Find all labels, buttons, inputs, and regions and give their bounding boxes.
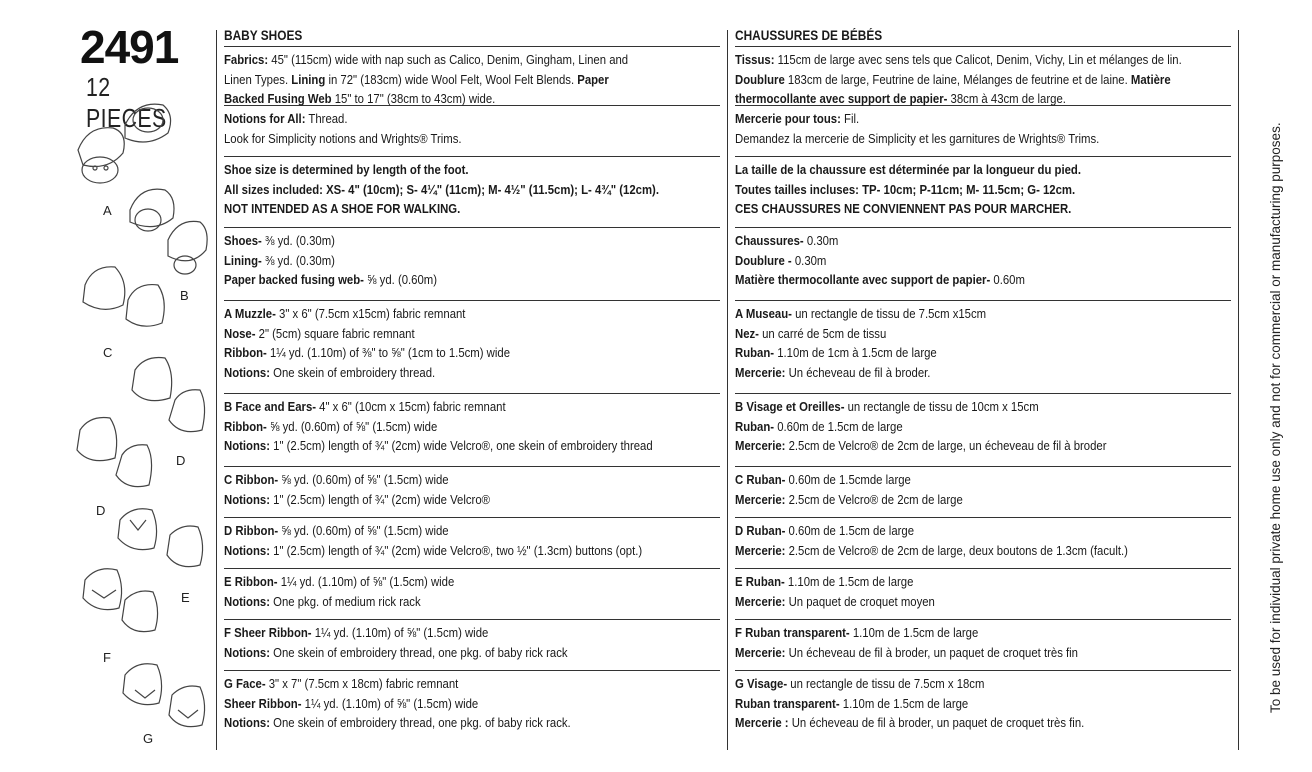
french-section-1-line: Mercerie pour tous: Fil. — [735, 111, 860, 126]
english-title: BABY SHOES — [224, 28, 303, 43]
english-section-0 — [224, 46, 720, 105]
french-section-4 — [735, 300, 1231, 393]
french-section-5-line: Ruban- 0.60m de 1.5cm de large — [735, 418, 903, 434]
english-section-6-line: Notions: 1" (2.5cm) length of ¾" (2cm) wide Velcro® — [224, 491, 491, 507]
english-section-10 — [224, 670, 720, 743]
english-section-4 — [224, 300, 720, 393]
french-section-7-line: Mercerie: 2.5cm de Velcro® de 2cm de large, deux boutons de 1.3cm (facult.) — [735, 542, 1128, 558]
english-section-5 — [224, 393, 720, 466]
french-section-10 — [735, 670, 1231, 743]
french-section-5 — [735, 393, 1231, 466]
french-section-7 — [735, 517, 1231, 568]
english-section-5-line: Notions: 1" (2.5cm) length of ¾" (2cm) wide Velcro®, one skein of embroidery thread — [224, 438, 653, 453]
french-section-2-line: Toutes tailles incluses: TP- 10cm; P-11cm; M- 11.5cm; G- 12cm. — [735, 181, 1076, 197]
english-section-2 — [224, 156, 720, 227]
english-section-9-line: Notions: One skein of embroidery thread, one pkg. of baby rick rack — [224, 644, 568, 660]
english-section-3-line: Shoes- ⅜ yd. (0.30m) — [224, 233, 335, 248]
french-section-0-line: Tissus: 115cm de large avec sens tels que Calicot, Denim, Vichy, Lin et mélanges de lin. — [735, 52, 1182, 67]
english-section-9-line: F Sheer Ribbon- 1¼ yd. (1.10m) of ⅝" (1.5cm) wide — [224, 625, 489, 640]
usage-notice: To be used for individual private home use only and not for commercial or manufacturing purposes. — [1268, 122, 1283, 713]
english-section-7-line: Notions: 1" (2.5cm) length of ¾" (2cm) wide Velcro®, two ½" (1.3cm) buttons (opt.) — [224, 542, 643, 558]
french-section-3-line: Chaussures- 0.30m — [735, 233, 839, 248]
french-title: CHAUSSURES DE BÉBÉS — [735, 28, 883, 43]
english-section-10-line: G Face- 3" x 7" (7.5cm x 18cm) fabric remnant — [224, 676, 459, 691]
english-section-8-line: E Ribbon- 1¼ yd. (1.10m) of ⅝" (1.5cm) wide — [224, 574, 455, 589]
view-label-d: D — [176, 453, 186, 468]
pattern-number: 2491 — [80, 21, 179, 73]
view-label-f: F — [103, 650, 111, 665]
right-divider — [1238, 30, 1239, 750]
view-label-e: E — [181, 590, 190, 605]
english-section-3-line: Paper backed fusing web- ⅝ yd. (0.60m) — [224, 272, 438, 287]
english-section-6-line: C Ribbon- ⅝ yd. (0.60m) of ⅝" (1.5cm) wide — [224, 472, 449, 487]
english-section-2-line: All sizes included: XS- 4" (10cm); S- 4¼" (11cm); M- 4½" (11.5cm); L- 4¾" (12cm). — [224, 181, 659, 197]
pieces-count: 12 PIECES — [86, 72, 167, 133]
middle-divider — [727, 30, 728, 750]
english-section-0-line: Fabrics: 45" (115cm) wide with nap such as Calico, Denim, Gingham, Linen and — [224, 52, 629, 67]
french-section-1-line: Demandez la mercerie de Simplicity et les garnitures de Wrights® Trims. — [735, 130, 1100, 146]
french-section-3-line: Matière thermocollante avec support de papier- 0.60m — [735, 272, 1025, 287]
french-section-4-line: Mercerie: Un écheveau de fil à broder. — [735, 364, 931, 380]
french-column — [735, 28, 1231, 743]
english-section-4-line: Ribbon- 1¼ yd. (1.10m) of ⅜" to ⅝" (1cm to 1.5cm) wide — [224, 345, 511, 360]
french-section-7-line: D Ruban- 0.60m de 1.5cm de large — [735, 523, 915, 538]
english-section-1-line: Look for Simplicity notions and Wrights® Trims. — [224, 130, 462, 146]
french-section-8-line: E Ruban- 1.10m de 1.5cm de large — [735, 574, 914, 589]
french-section-9 — [735, 619, 1231, 670]
french-section-5-line: B Visage et Oreilles- un rectangle de tissu de 10cm x 15cm — [735, 399, 1039, 414]
english-section-2-line: Shoe size is determined by length of the foot. — [224, 162, 469, 177]
english-section-8-line: Notions: One pkg. of medium rick rack — [224, 593, 421, 609]
english-section-6 — [224, 466, 720, 517]
french-section-2 — [735, 156, 1231, 227]
english-section-9 — [224, 619, 720, 670]
english-section-3-line: Lining- ⅜ yd. (0.30m) — [224, 252, 335, 268]
english-section-1-line: Notions for All: Thread. — [224, 111, 348, 126]
left-panel — [0, 0, 215, 772]
english-section-4-line: Notions: One skein of embroidery thread. — [224, 364, 436, 380]
english-column — [224, 28, 720, 743]
view-label-b: B — [180, 288, 189, 303]
french-section-3-line: Doublure - 0.30m — [735, 252, 827, 268]
left-divider — [216, 30, 217, 750]
french-section-9-line: F Ruban transparent- 1.10m de 1.5cm de large — [735, 625, 979, 640]
french-section-1 — [735, 105, 1231, 156]
french-section-2-line: La taille de la chaussure est déterminée par la longueur du pied. — [735, 162, 1082, 177]
french-section-4-line: Nez- un carré de 5cm de tissu — [735, 325, 887, 341]
english-section-2-line: NOT INTENDED AS A SHOE FOR WALKING. — [224, 201, 461, 216]
english-section-0-line: Linen Types. Lining in 72" (183cm) wide Wool Felt, Wool Felt Blends. Paper — [224, 71, 609, 87]
english-section-8 — [224, 568, 720, 619]
english-section-10-line: Sheer Ribbon- 1¼ yd. (1.10m) of ⅝" (1.5cm) wide — [224, 695, 479, 711]
french-section-5-line: Mercerie: 2.5cm de Velcro® de 2cm de large, un écheveau de fil à broder — [735, 438, 1107, 453]
view-label-d2: D — [96, 503, 106, 518]
french-section-0-line: Doublure 183cm de large, Feutrine de laine, Mélanges de feutrine et de laine. Matière — [735, 71, 1171, 87]
french-section-8-line: Mercerie: Un paquet de croquet moyen — [735, 593, 935, 609]
view-label-a: A — [103, 203, 112, 218]
french-section-2-line: CES CHAUSSURES NE CONVIENNENT PAS POUR MARCHER. — [735, 201, 1072, 216]
french-section-8 — [735, 568, 1231, 619]
english-section-3 — [224, 227, 720, 300]
view-label-c: C — [103, 345, 113, 360]
french-section-6-line: C Ruban- 0.60m de 1.5cmde large — [735, 472, 911, 487]
french-section-6-line: Mercerie: 2.5cm de Velcro® de 2cm de large — [735, 491, 963, 507]
french-section-9-line: Mercerie: Un écheveau de fil à broder, un paquet de croquet très fin — [735, 644, 1078, 660]
english-section-10-line: Notions: One skein of embroidery thread, one pkg. of baby rick rack. — [224, 715, 571, 730]
view-label-g: G — [143, 731, 154, 746]
french-section-10-line: Mercerie : Un écheveau de fil à broder, un paquet de croquet très fin. — [735, 715, 1085, 730]
french-section-0-line: thermocollante avec support de papier- 38cm à 43cm de large. — [735, 91, 1066, 106]
english-section-7-line: D Ribbon- ⅝ yd. (0.60m) of ⅝" (1.5cm) wide — [224, 523, 449, 538]
french-section-10-line: G Visage- un rectangle de tissu de 7.5cm x 18cm — [735, 676, 985, 691]
english-section-5-line: Ribbon- ⅝ yd. (0.60m) of ⅝" (1.5cm) wide — [224, 418, 438, 434]
french-section-3 — [735, 227, 1231, 300]
english-section-7 — [224, 517, 720, 568]
english-section-4-line: Nose- 2" (5cm) square fabric remnant — [224, 325, 415, 341]
english-section-0-line: Backed Fusing Web 15" to 17" (38cm to 43cm) wide. — [224, 91, 496, 106]
english-section-5-line: B Face and Ears- 4" x 6" (10cm x 15cm) fabric remnant — [224, 399, 506, 414]
french-section-4-line: A Museau- un rectangle de tissu de 7.5cm x15cm — [735, 306, 987, 321]
english-section-1 — [224, 105, 720, 156]
french-section-10-line: Ruban transparent- 1.10m de 1.5cm de large — [735, 695, 969, 711]
french-section-6 — [735, 466, 1231, 517]
french-section-0 — [735, 46, 1231, 105]
english-section-4-line: A Muzzle- 3" x 6" (7.5cm x15cm) fabric remnant — [224, 306, 466, 321]
french-section-4-line: Ruban- 1.10m de 1cm à 1.5cm de large — [735, 345, 937, 360]
